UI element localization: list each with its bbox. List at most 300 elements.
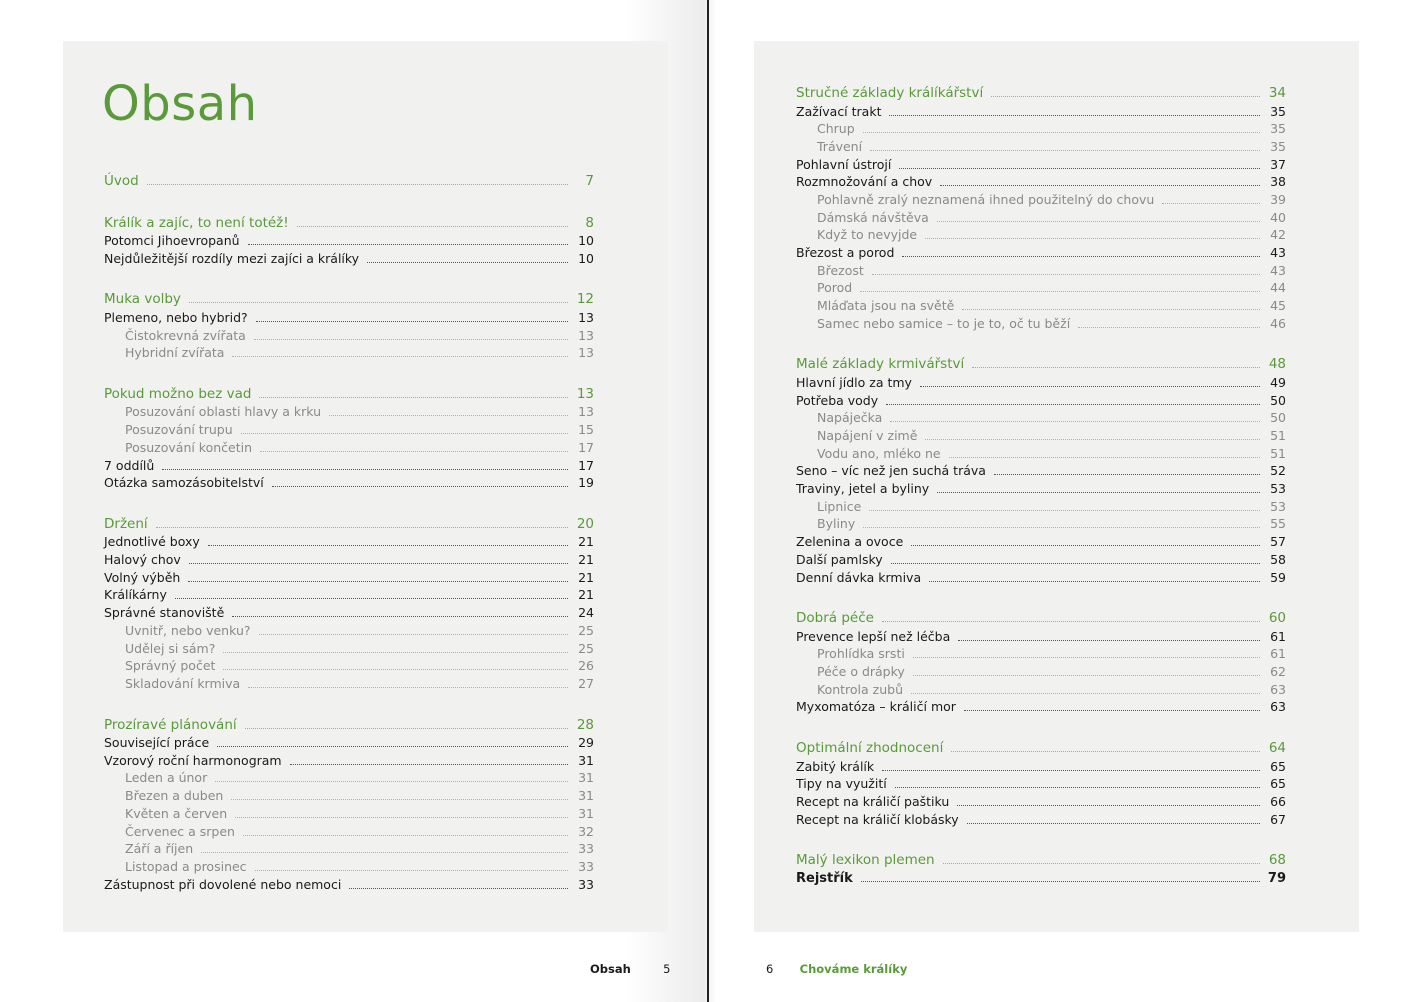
dot-leader bbox=[243, 835, 568, 836]
toc-entry-page: 55 bbox=[1270, 516, 1286, 532]
toc-subsection-entry bbox=[104, 403, 594, 421]
toc-entry-page: 33 bbox=[578, 876, 594, 892]
toc-entry-page: 43 bbox=[1270, 262, 1286, 278]
toc-section-entry bbox=[796, 392, 1286, 410]
toc-entry-title: Čistokrevná zvířata bbox=[125, 327, 246, 343]
toc-entry-title: Halový chov bbox=[104, 552, 181, 568]
toc-entry-title: Zelenina a ovoce bbox=[796, 534, 904, 550]
toc-entry-title: Rejstřík bbox=[796, 870, 853, 886]
dot-leader bbox=[208, 545, 568, 546]
toc-entry-title: Králík a zajíc, to není totéž! bbox=[104, 214, 289, 231]
toc-entry-page: 50 bbox=[1270, 410, 1286, 426]
toc-entry-title: Správný počet bbox=[125, 658, 216, 674]
toc-subsection-entry bbox=[796, 262, 1286, 280]
toc-entry-page: 51 bbox=[1270, 428, 1286, 443]
toc-entry-title: Denní dávka krmiva bbox=[796, 569, 922, 585]
toc-entry-title: Vzorový roční harmonogram bbox=[104, 752, 282, 768]
dot-leader bbox=[869, 510, 1260, 511]
toc-entry-page: 44 bbox=[1270, 280, 1286, 296]
toc-entry-title: Červenec a srpen bbox=[125, 823, 235, 839]
toc-entry-title: Prozíravé plánování bbox=[104, 716, 237, 733]
toc-chapter-entry bbox=[104, 172, 594, 191]
dot-leader bbox=[156, 527, 568, 528]
dot-leader bbox=[863, 132, 1260, 133]
dot-leader bbox=[913, 675, 1260, 676]
dot-leader bbox=[1162, 203, 1260, 204]
toc-subsection-entry bbox=[796, 315, 1286, 333]
toc-subsection-entry bbox=[104, 344, 594, 362]
toc-subsection-entry bbox=[104, 769, 594, 787]
toc-entry-title: Posuzování končetin bbox=[125, 439, 253, 455]
dot-leader bbox=[860, 291, 1260, 292]
dot-leader bbox=[232, 616, 568, 617]
toc-entry-title: Když to nevyjde bbox=[817, 227, 918, 243]
dot-leader bbox=[957, 805, 1260, 806]
toc-entry-page: 13 bbox=[576, 385, 594, 402]
toc-entry-title: Březost bbox=[817, 262, 864, 278]
dot-leader bbox=[189, 302, 568, 303]
toc-section-entry bbox=[104, 752, 594, 770]
toc-section-entry bbox=[104, 457, 594, 475]
toc-entry-title: Plemeno, nebo hybrid? bbox=[104, 309, 248, 325]
dot-leader bbox=[991, 96, 1260, 97]
dot-leader bbox=[872, 274, 1260, 275]
toc-entry-page: 38 bbox=[1270, 174, 1286, 190]
toc-subsection-entry bbox=[104, 439, 594, 457]
right-footer-label: Chováme králíky bbox=[799, 962, 908, 976]
toc-entry-page: 57 bbox=[1270, 534, 1286, 550]
toc-entry-page: 27 bbox=[578, 675, 594, 691]
toc-entry-page: 34 bbox=[1268, 85, 1286, 101]
toc-entry-title: Muka volby bbox=[104, 291, 181, 308]
right-footer bbox=[766, 962, 907, 976]
toc-section-entry bbox=[796, 156, 1286, 174]
dot-leader bbox=[929, 581, 1260, 582]
dot-leader bbox=[891, 563, 1260, 564]
dot-leader bbox=[902, 256, 1260, 257]
toc-entry-title: 7 oddílů bbox=[104, 457, 155, 473]
toc-section-entry bbox=[104, 250, 594, 268]
toc-entry-page: 63 bbox=[1270, 699, 1286, 715]
toc-section-entry bbox=[796, 698, 1286, 716]
toc-entry-title: Myxomatóza – králičí mor bbox=[796, 699, 956, 715]
dot-leader bbox=[882, 770, 1260, 771]
toc-section-entry bbox=[796, 870, 1286, 888]
toc-section-entry bbox=[104, 309, 594, 327]
toc-subsection-entry bbox=[104, 421, 594, 439]
dot-leader bbox=[188, 581, 568, 582]
toc-entry-title: Březen a duben bbox=[125, 788, 224, 804]
toc-entry-page: 32 bbox=[578, 823, 594, 839]
toc-entry-page: 21 bbox=[578, 552, 594, 568]
toc-entry-page: 24 bbox=[578, 605, 594, 621]
toc-entry-page: 65 bbox=[1270, 758, 1286, 774]
toc-entry-title: Dobrá péče bbox=[796, 610, 874, 627]
dot-leader bbox=[260, 451, 568, 452]
dot-leader bbox=[863, 527, 1260, 528]
toc-section-entry bbox=[796, 244, 1286, 262]
dot-leader bbox=[895, 787, 1260, 788]
toc-entry-page: 31 bbox=[578, 805, 594, 821]
dot-leader bbox=[951, 751, 1260, 752]
toc-subsection-entry bbox=[104, 675, 594, 693]
toc-subsection-entry bbox=[104, 858, 594, 876]
toc-entry-title: Péče o drápky bbox=[817, 664, 905, 680]
dot-leader bbox=[937, 492, 1260, 493]
toc-entry-title: Posuzování oblasti hlavy a krku bbox=[125, 404, 321, 420]
toc-subsection-entry bbox=[796, 138, 1286, 156]
toc-subsection-entry bbox=[104, 805, 594, 823]
dot-leader bbox=[870, 150, 1260, 151]
toc-entry-title: Napáječka bbox=[817, 410, 883, 426]
toc-entry-page: 49 bbox=[1270, 374, 1286, 390]
toc-entry-title: Tipy na využití bbox=[796, 776, 887, 792]
toc-subsection-entry bbox=[796, 191, 1286, 209]
toc-entry-page: 10 bbox=[578, 233, 594, 248]
dot-leader bbox=[964, 710, 1260, 711]
toc-subsection-entry bbox=[104, 640, 594, 658]
dot-leader bbox=[232, 356, 568, 357]
toc-entry-page: 39 bbox=[1270, 191, 1286, 207]
toc-entry-title: Zabitý králík bbox=[796, 758, 875, 774]
toc-section-entry bbox=[104, 734, 594, 752]
toc-entry-page: 37 bbox=[1270, 156, 1286, 172]
toc-entry-page: 25 bbox=[578, 622, 594, 638]
toc-entry-page: 42 bbox=[1270, 227, 1286, 243]
toc-subsection-entry bbox=[796, 515, 1286, 533]
toc-entry-page: 67 bbox=[1270, 811, 1286, 827]
dot-leader bbox=[962, 309, 1260, 310]
toc-subsection-entry bbox=[104, 327, 594, 345]
dot-leader bbox=[890, 421, 1260, 422]
toc-entry-page: 51 bbox=[1270, 445, 1286, 461]
toc-entry-page: 35 bbox=[1270, 103, 1286, 119]
toc-entry-title: Trávení bbox=[817, 138, 863, 154]
toc-entry-title: Další pamlsky bbox=[796, 551, 883, 567]
dot-leader bbox=[899, 168, 1260, 169]
dot-leader bbox=[349, 888, 568, 889]
toc-subsection-entry bbox=[796, 445, 1286, 463]
toc-entry-title: Pokud možno bez vad bbox=[104, 385, 252, 402]
toc-entry-page: 7 bbox=[585, 173, 594, 189]
toc-entry-page: 13 bbox=[578, 345, 594, 361]
toc-entry-title: Pohlavně zralý neznamená ihned použitelný do chovu bbox=[817, 191, 1155, 207]
toc-entry-page: 33 bbox=[578, 858, 594, 874]
toc-entry-title: Stručné základy králíkářství bbox=[796, 85, 984, 101]
dot-leader bbox=[913, 657, 1260, 658]
toc-entry-title: Prevence lepší než léčba bbox=[796, 628, 951, 644]
toc-entry-page: 58 bbox=[1270, 551, 1286, 567]
toc-section-entry bbox=[104, 551, 594, 569]
toc-right-column bbox=[796, 84, 1286, 888]
toc-entry-page: 17 bbox=[578, 457, 594, 473]
toc-entry-page: 63 bbox=[1270, 681, 1286, 697]
toc-entry-page: 35 bbox=[1270, 121, 1286, 137]
toc-entry-title: Září a říjen bbox=[125, 841, 194, 857]
toc-entry-title: Zástupnost při dovolené nebo nemoci bbox=[104, 876, 342, 892]
toc-subsection-entry bbox=[104, 787, 594, 805]
toc-entry-page: 17 bbox=[578, 439, 594, 455]
dot-leader bbox=[882, 621, 1260, 622]
toc-subsection-entry bbox=[796, 645, 1286, 663]
dot-leader bbox=[272, 486, 568, 487]
toc-entry-page: 43 bbox=[1270, 245, 1286, 260]
toc-subsection-entry bbox=[796, 427, 1286, 445]
right-page-number: 6 bbox=[766, 962, 774, 976]
toc-subsection-entry bbox=[796, 120, 1286, 138]
dot-leader bbox=[201, 852, 568, 853]
toc-entry-page: 31 bbox=[578, 752, 594, 768]
toc-entry-page: 31 bbox=[578, 770, 594, 786]
toc-entry-page: 59 bbox=[1270, 569, 1286, 585]
toc-chapter-entry bbox=[796, 739, 1286, 758]
toc-section-entry bbox=[796, 551, 1286, 569]
toc-entry-page: 25 bbox=[578, 640, 594, 656]
page-title: Obsah bbox=[102, 76, 258, 132]
toc-entry-page: 21 bbox=[578, 587, 594, 603]
toc-entry-title: Držení bbox=[104, 515, 148, 532]
dot-leader bbox=[925, 238, 1260, 239]
toc-entry-page: 53 bbox=[1270, 481, 1286, 497]
toc-entry-title: Hlavní jídlo za tmy bbox=[796, 374, 912, 390]
toc-section-entry bbox=[104, 232, 594, 250]
toc-entry-page: 13 bbox=[578, 327, 594, 343]
dot-leader bbox=[215, 781, 568, 782]
dot-leader bbox=[217, 746, 568, 747]
toc-section-entry bbox=[796, 103, 1286, 121]
toc-entry-page: 20 bbox=[576, 515, 594, 532]
toc-entry-page: 21 bbox=[578, 534, 594, 550]
toc-entry-page: 31 bbox=[578, 788, 594, 804]
toc-section-entry bbox=[104, 876, 594, 894]
toc-entry-title: Malé základy krmivářství bbox=[796, 356, 965, 373]
toc-entry-title: Byliny bbox=[817, 516, 856, 532]
dot-leader bbox=[329, 415, 568, 416]
toc-entry-page: 15 bbox=[578, 422, 594, 438]
dot-leader bbox=[241, 433, 568, 434]
toc-entry-page: 48 bbox=[1268, 356, 1286, 373]
toc-section-entry bbox=[796, 462, 1286, 480]
dot-leader bbox=[189, 563, 568, 564]
dot-leader bbox=[175, 598, 568, 599]
dot-leader bbox=[889, 115, 1260, 116]
toc-entry-page: 65 bbox=[1270, 776, 1286, 792]
toc-entry-page: 46 bbox=[1270, 315, 1286, 331]
toc-entry-page: 13 bbox=[578, 309, 594, 325]
dot-leader bbox=[994, 474, 1260, 475]
dot-leader bbox=[255, 870, 568, 871]
toc-section-entry bbox=[104, 474, 594, 492]
dot-leader bbox=[254, 339, 568, 340]
dot-leader bbox=[223, 652, 568, 653]
dot-leader bbox=[245, 728, 568, 729]
toc-entry-title: Hybridní zvířata bbox=[125, 345, 225, 361]
toc-entry-title: Samec nebo samice – to je to, oč tu běží bbox=[817, 315, 1071, 331]
toc-entry-title: Pohlavní ústrojí bbox=[796, 156, 892, 172]
dot-leader bbox=[248, 687, 568, 688]
toc-section-entry bbox=[104, 586, 594, 604]
toc-entry-title: Jednotlivé boxy bbox=[104, 534, 200, 550]
toc-entry-title: Úvod bbox=[104, 173, 139, 189]
toc-entry-title: Kontrola zubů bbox=[817, 681, 904, 697]
toc-subsection-entry bbox=[796, 681, 1286, 699]
dot-leader bbox=[367, 262, 568, 263]
toc-entry-page: 29 bbox=[578, 735, 594, 751]
dot-leader bbox=[147, 184, 568, 185]
dot-leader bbox=[162, 469, 568, 470]
toc-entry-title: Udělej si sám? bbox=[125, 640, 216, 656]
toc-entry-title: Správné stanoviště bbox=[104, 605, 225, 621]
toc-entry-title: Potomci Jihoevropanů bbox=[104, 233, 240, 248]
toc-entry-title: Napájení v zimě bbox=[817, 428, 918, 443]
toc-entry-page: 21 bbox=[578, 569, 594, 585]
toc-subsection-entry bbox=[796, 279, 1286, 297]
toc-chapter-entry bbox=[104, 385, 594, 404]
toc-entry-page: 50 bbox=[1270, 392, 1286, 408]
toc-entry-title: Březost a porod bbox=[796, 245, 895, 260]
toc-entry-title: Uvnitř, nebo venku? bbox=[125, 622, 251, 638]
toc-chapter-entry bbox=[104, 716, 594, 735]
toc-entry-title: Králíkárny bbox=[104, 587, 167, 603]
toc-entry-title: Optimální zhodnocení bbox=[796, 740, 944, 757]
toc-section-entry bbox=[796, 811, 1286, 829]
toc-entry-title: Porod bbox=[817, 280, 853, 296]
toc-entry-title: Volný výběh bbox=[104, 569, 181, 585]
toc-entry-page: 64 bbox=[1268, 740, 1286, 757]
toc-entry-page: 33 bbox=[578, 841, 594, 857]
toc-section-entry bbox=[796, 533, 1286, 551]
dot-leader bbox=[937, 221, 1260, 222]
dot-leader bbox=[235, 817, 568, 818]
toc-section-entry bbox=[796, 775, 1286, 793]
toc-entry-title: Posuzování trupu bbox=[125, 422, 233, 438]
dot-leader bbox=[223, 669, 568, 670]
toc-chapter-entry bbox=[104, 214, 594, 233]
toc-entry-title: Seno – víc než jen suchá tráva bbox=[796, 463, 986, 479]
toc-subsection-entry bbox=[796, 409, 1286, 427]
toc-subsection-entry bbox=[796, 297, 1286, 315]
toc-entry-page: 68 bbox=[1268, 852, 1286, 869]
toc-entry-page: 52 bbox=[1270, 463, 1286, 479]
toc-entry-title: Vodu ano, mléko ne bbox=[817, 445, 941, 461]
left-page-number: 5 bbox=[663, 962, 671, 976]
toc-subsection-entry bbox=[796, 498, 1286, 516]
toc-entry-title: Traviny, jetel a byliny bbox=[796, 481, 930, 497]
toc-subsection-entry bbox=[796, 663, 1286, 681]
toc-chapter-entry bbox=[104, 515, 594, 534]
toc-entry-page: 66 bbox=[1270, 794, 1286, 809]
toc-entry-title: Dámská návštěva bbox=[817, 209, 929, 225]
toc-chapter-entry bbox=[104, 290, 594, 309]
dot-leader bbox=[911, 545, 1260, 546]
toc-entry-page: 13 bbox=[578, 404, 594, 420]
toc-entry-page: 40 bbox=[1270, 209, 1286, 225]
toc-chapter-entry bbox=[796, 609, 1286, 628]
toc-subsection-entry bbox=[104, 657, 594, 675]
toc-chapter-entry bbox=[796, 84, 1286, 103]
toc-entry-title: Zažívací trakt bbox=[796, 103, 882, 119]
dot-leader bbox=[297, 226, 568, 227]
toc-entry-page: 53 bbox=[1270, 498, 1286, 514]
toc-entry-title: Prohlídka srsti bbox=[817, 646, 905, 662]
toc-entry-title: Související práce bbox=[104, 735, 210, 751]
toc-entry-page: 26 bbox=[578, 658, 594, 674]
toc-section-entry bbox=[796, 173, 1286, 191]
toc-entry-title: Potřeba vody bbox=[796, 392, 879, 408]
toc-entry-title: Listopad a prosinec bbox=[125, 858, 247, 874]
dot-leader bbox=[886, 404, 1260, 405]
toc-subsection-entry bbox=[104, 840, 594, 858]
toc-entry-title: Skladování krmiva bbox=[125, 675, 241, 691]
toc-section-entry bbox=[796, 374, 1286, 392]
toc-subsection-entry bbox=[796, 226, 1286, 244]
toc-subsection-entry bbox=[796, 209, 1286, 227]
toc-entry-page: 62 bbox=[1270, 664, 1286, 680]
toc-entry-title: Nejdůležitější rozdíly mezi zajíci a králíky bbox=[104, 250, 360, 266]
toc-entry-page: 12 bbox=[576, 291, 594, 308]
left-footer-label: Obsah bbox=[590, 962, 631, 976]
toc-chapter-entry bbox=[796, 851, 1286, 870]
toc-entry-page: 8 bbox=[585, 214, 594, 231]
dot-leader bbox=[911, 693, 1260, 694]
toc-section-entry bbox=[796, 793, 1286, 811]
dot-leader bbox=[259, 397, 568, 398]
dot-leader bbox=[1078, 327, 1260, 328]
left-footer bbox=[590, 962, 670, 976]
toc-entry-title: Květen a červen bbox=[125, 805, 228, 821]
dot-leader bbox=[958, 640, 1260, 641]
toc-entry-title: Mláďata jsou na světě bbox=[817, 298, 955, 314]
dot-leader bbox=[248, 244, 568, 245]
toc-left-column bbox=[104, 172, 594, 893]
dot-leader bbox=[949, 457, 1260, 458]
toc-section-entry bbox=[104, 569, 594, 587]
toc-entry-page: 61 bbox=[1270, 628, 1286, 644]
dot-leader bbox=[943, 863, 1260, 864]
toc-entry-page: 28 bbox=[576, 716, 594, 733]
dot-leader bbox=[972, 367, 1260, 368]
dot-leader bbox=[290, 764, 568, 765]
dot-leader bbox=[967, 823, 1260, 824]
toc-entry-page: 45 bbox=[1270, 298, 1286, 314]
toc-entry-title: Malý lexikon plemen bbox=[796, 852, 935, 869]
toc-section-entry bbox=[796, 628, 1286, 646]
dot-leader bbox=[940, 185, 1260, 186]
toc-entry-title: Leden a únor bbox=[125, 770, 208, 786]
dot-leader bbox=[920, 386, 1260, 387]
dot-leader bbox=[259, 634, 568, 635]
dot-leader bbox=[861, 881, 1260, 882]
toc-section-entry bbox=[104, 604, 594, 622]
toc-entry-title: Rozmnožování a chov bbox=[796, 174, 933, 190]
toc-entry-title: Otázka samozásobitelství bbox=[104, 475, 264, 491]
dot-leader bbox=[256, 321, 568, 322]
toc-subsection-entry bbox=[104, 622, 594, 640]
toc-chapter-entry bbox=[796, 355, 1286, 374]
dot-leader bbox=[231, 799, 568, 800]
toc-entry-page: 19 bbox=[578, 475, 594, 491]
toc-section-entry bbox=[796, 480, 1286, 498]
toc-subsection-entry bbox=[104, 823, 594, 841]
toc-section-entry bbox=[104, 533, 594, 551]
toc-entry-title: Recept na králičí klobásky bbox=[796, 811, 959, 827]
toc-entry-page: 79 bbox=[1267, 870, 1286, 886]
book-spine bbox=[707, 0, 709, 1002]
toc-entry-page: 10 bbox=[578, 250, 594, 266]
toc-entry-title: Recept na králičí paštiku bbox=[796, 794, 950, 809]
toc-section-entry bbox=[796, 758, 1286, 776]
toc-entry-page: 61 bbox=[1270, 646, 1286, 662]
